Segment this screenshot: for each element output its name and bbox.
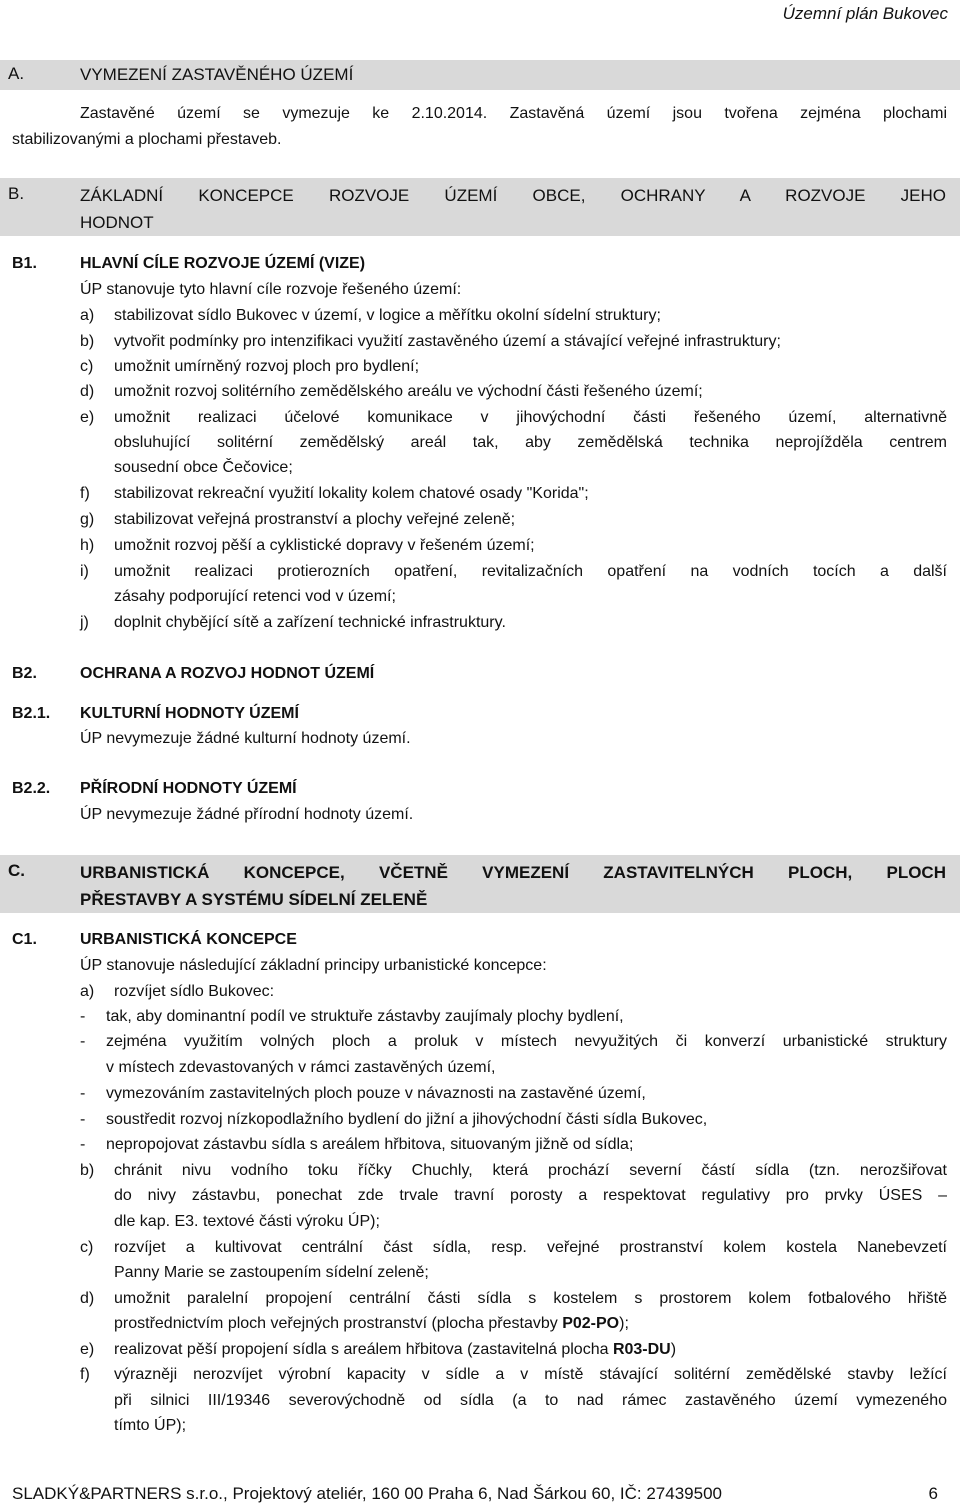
list-item: vytvořit podmínky pro intenzifikaci využití zastavěného území a stávající veřejné infrastruktury; <box>114 333 781 350</box>
dash-bullet: - <box>80 1085 86 1102</box>
list-item: umožnit rozvoj solitérního zemědělského areálu ve východní části řešeného území; <box>114 383 703 400</box>
list-item: zásahy podporující retenci vod v území; <box>114 588 396 605</box>
plot-code: P02-PO <box>562 1315 620 1332</box>
section-title-line: HODNOT <box>80 213 154 232</box>
paragraph-line: ÚP stanovuje následující základní principy urbanistické koncepce: <box>80 957 547 974</box>
section-number: C. <box>8 861 25 880</box>
paragraph-line: ÚP stanovuje tyto hlavní cíle rozvoje řešeného území: <box>80 281 462 298</box>
list-item: zejména využitím volných ploch a proluk v místech nevyužitých či konverzí urbanistické struktury <box>106 1033 947 1050</box>
list-item: soustředit rozvoj nízkopodlažního bydlení do jižní a jihovýchodní části sídla Bukovec, <box>106 1111 708 1128</box>
list-item: tak, aby dominantní podíl ve struktuře zástavby zaujímaly plochy bydlení, <box>106 1008 624 1025</box>
list-key: i) <box>80 563 89 580</box>
subsection-number: B2.2. <box>12 780 51 797</box>
list-key: d) <box>80 1290 95 1307</box>
list-item: obsluhující solitérní zemědělský areál tak, aby zemědělská technika neprojížděla centrem <box>114 434 947 451</box>
section-title: VYMEZENÍ ZASTAVĚNÉHO ÚZEMÍ <box>80 65 354 84</box>
list-item: vymezováním zastavitelných ploch pouze v návaznosti na zastavěné území, <box>106 1085 646 1102</box>
list-item: umožnit rozvoj pěší a cyklistické dopravy v řešeném území; <box>114 537 535 554</box>
text-run: ) <box>670 1341 677 1358</box>
subsection-title: OCHRANA A ROZVOJ HODNOT ÚZEMÍ <box>80 665 375 682</box>
text-run: prostřednictvím ploch veřejných prostranství (plocha přestavby <box>114 1315 563 1332</box>
list-item: v místech zdevastovaných v rámci zastavěných území, <box>106 1059 496 1076</box>
list-item: chránit nivu vodního toku říčky Chuchly, která prochází severní částí sídla (tzn. nerozšiřovat <box>114 1162 947 1179</box>
list-item: rozvíjet a kultivovat centrální část sídla, resp. veřejné prostranství kolem kostela Nanebevzetí <box>114 1239 947 1256</box>
list-key: b) <box>80 1162 95 1179</box>
page-number: 6 <box>928 1484 938 1503</box>
list-item <box>114 1314 629 1334</box>
section-b-heading <box>0 178 960 236</box>
list-item: stabilizovat sídlo Bukovec v území, v logice a měřítku okolní sídelní struktury; <box>114 307 661 324</box>
subsection-title: PŘÍRODNÍ HODNOTY ÚZEMÍ <box>80 780 297 797</box>
paragraph-line: Zastavěné území se vymezuje ke 2.10.2014. Zastavěná území jsou tvořena zejména plochami <box>80 105 947 122</box>
paragraph-line: ÚP nevymezuje žádné přírodní hodnoty území. <box>80 806 414 823</box>
footer-text: SLADKÝ&PARTNERS s.r.o., Projektový ateliér, 160 00 Praha 6, Nad Šárkou 60, IČ: 27439500 <box>12 1484 722 1503</box>
list-item: sousední obce Čečovice; <box>114 459 293 476</box>
list-item: výrazněji nerozvíjet výrobní kapacity v sídle a v místě stávající solitérní zemědělské stavby ležící <box>114 1366 947 1383</box>
list-item: tímto ÚP); <box>114 1417 187 1434</box>
list-item: stabilizovat veřejná prostranství a plochy veřejné zeleně; <box>114 511 516 528</box>
list-item: nepropojovat zástavbu sídla s areálem hřbitova, situovaným jižně od sídla; <box>106 1136 634 1153</box>
list-item: umožnit umírněný rozvoj ploch pro bydlení; <box>114 358 420 375</box>
section-title-line: URBANISTICKÁ KONCEPCE, VČETNĚ VYMEZENÍ ZASTAVITELNÝCH PLOCH, PLOCH <box>80 863 946 882</box>
dash-bullet: - <box>80 1111 86 1128</box>
list-item: umožnit paralelní propojení centrální části sídla s kostelem s prostorem kolem fotbalového hřiště <box>114 1290 947 1307</box>
subsection-number: B1. <box>12 255 37 272</box>
list-item: umožnit realizaci protierozních opatření, revitalizačních opatření na vodních tocích a další <box>114 563 947 580</box>
subsection-title: HLAVNÍ CÍLE ROZVOJE ÚZEMÍ (VIZE) <box>80 255 366 272</box>
section-a-heading <box>0 60 960 90</box>
section-title-line: PŘESTAVBY A SYSTÉMU SÍDELNÍ ZELENĚ <box>80 890 428 909</box>
plot-code: R03-DU <box>612 1341 671 1358</box>
list-item <box>114 1340 676 1360</box>
list-key: e) <box>80 1341 95 1358</box>
list-key: j) <box>80 614 89 631</box>
dash-bullet: - <box>80 1136 86 1153</box>
list-key: a) <box>80 983 95 1000</box>
list-key: f) <box>80 485 90 502</box>
subsection-number: C1. <box>12 931 37 948</box>
paragraph-line: stabilizovanými a plochami přestaveb. <box>12 131 282 148</box>
list-key: g) <box>80 511 95 528</box>
section-c-heading <box>0 855 960 913</box>
list-item: stabilizovat rekreační využití lokality kolem chatové osady "Korida"; <box>114 485 589 502</box>
list-item: do nivy zástavbu, ponechat zde trvale travní porosty a respektovat regulativy pro prvky ÚSES – <box>114 1187 947 1204</box>
list-key: e) <box>80 409 95 426</box>
text-run: realizovat pěší propojení sídla s areálem hřbitova (zastavitelná plocha <box>114 1341 613 1358</box>
dash-bullet: - <box>80 1008 86 1025</box>
list-item: doplnit chybějící sítě a zařízení technické infrastruktury. <box>114 614 506 631</box>
subsection-number: B2. <box>12 665 37 682</box>
document-header: Územní plán Bukovec <box>782 4 948 23</box>
list-key: c) <box>80 1239 94 1256</box>
subsection-title: KULTURNÍ HODNOTY ÚZEMÍ <box>80 705 299 722</box>
list-key: a) <box>80 307 95 324</box>
dash-bullet: - <box>80 1033 86 1050</box>
list-item: rozvíjet sídlo Bukovec: <box>114 983 275 1000</box>
list-item: umožnit realizaci účelové komunikace v jihovýchodní části řešeného území, alternativně <box>114 409 947 426</box>
list-key: f) <box>80 1366 90 1383</box>
section-title-line: ZÁKLADNÍ KONCEPCE ROZVOJE ÚZEMÍ OBCE, OCHRANY A ROZVOJE JEHO <box>80 186 946 205</box>
list-key: b) <box>80 333 95 350</box>
list-item: při silnici III/19346 severovýchodně od sídla (a to nad rámec zastavěného území vymezeného <box>114 1392 947 1409</box>
section-number: A. <box>8 64 25 83</box>
subsection-title: URBANISTICKÁ KONCEPCE <box>80 931 297 948</box>
list-item: Panny Marie se zastoupením sídelní zeleně; <box>114 1264 429 1281</box>
section-number: B. <box>8 184 25 203</box>
text-run: ); <box>619 1315 629 1332</box>
subsection-number: B2.1. <box>12 705 51 722</box>
list-key: c) <box>80 358 94 375</box>
list-key: d) <box>80 383 95 400</box>
paragraph-line: ÚP nevymezuje žádné kulturní hodnoty území. <box>80 730 411 747</box>
page-footer <box>12 1484 938 1504</box>
list-key: h) <box>80 537 95 554</box>
list-item: dle kap. E3. textové části výroku ÚP); <box>114 1213 380 1230</box>
